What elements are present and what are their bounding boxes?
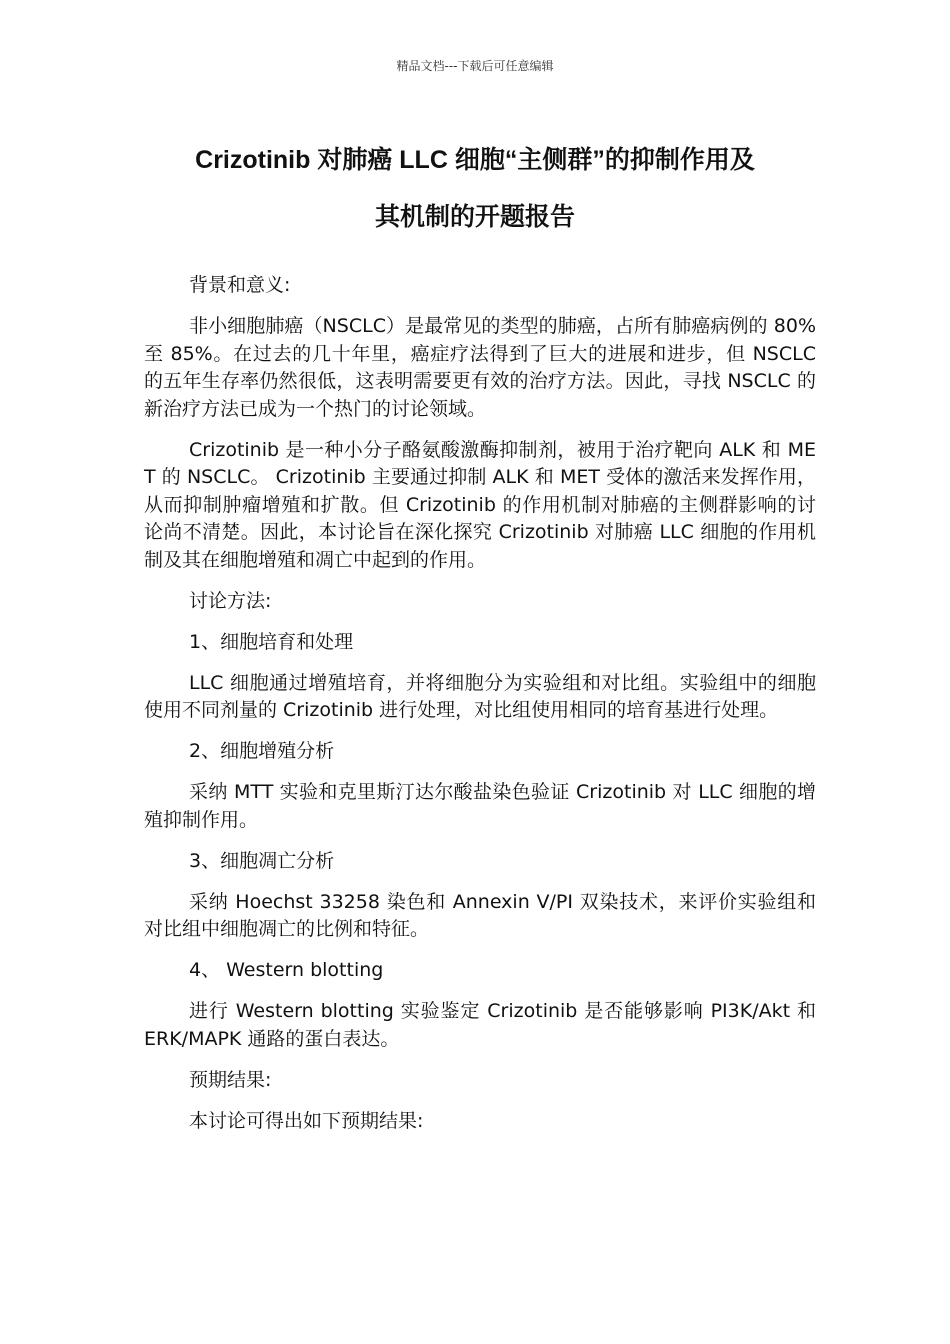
document-title [130, 132, 820, 246]
results-heading: 预期结果: [189, 1068, 272, 1091]
page-header-note: 精品文档---下载后可任意编辑 [396, 59, 554, 73]
background-paragraph-2: Crizotinib 是一种小分子酪氨酸激酶抑制剂，被用于治疗靶向 ALK 和 MET 的 NSCLC。 Crizotinib 主要通过抑制 ALK 和 MET 受体的激活来发挥作用，从而抑制肿瘤增殖和扩散。但 Crizotinib 的作用机制对肺癌的主侧群影响的讨论尚不清楚。因此，本讨论旨在深化探究 Crizotinib 对肺癌 LLC 细胞的作用机制及其在细胞增殖和凋亡中起到的作用。 [144, 438, 816, 571]
background-heading: 背景和意义: [189, 274, 291, 296]
method-3-text: 采纳 Hoechst 33258 染色和 Annexin V/PI 双染技术，来评价实验组和对比组中细胞凋亡的比例和特征。 [144, 890, 816, 940]
method-4-text: 进行 Western blotting 实验鉴定 Crizotinib 是否能够影响 PI3K/Akt 和 ERK/MAPK 通路的蛋白表达。 [144, 1000, 816, 1050]
method-2-text: 采纳 MTT 实验和克里斯汀达尔酸盐染色验证 Crizotinib 对 LLC 细胞的增殖抑制作用。 [144, 781, 816, 831]
method-3-title: 3、细胞凋亡分析 [189, 849, 335, 872]
title-line-1: Crizotinib 对肺癌 LLC 细胞“主侧群”的抑制作用及 [195, 146, 755, 174]
background-paragraph-1: 非小细胞肺癌（NSCLC）是最常见的类型的肺癌，占所有肺癌病例的 80%至 85%。在过去的几十年里，癌症疗法得到了巨大的进展和进步，但 NSCLC 的五年生存率仍然很低，这表明需要更有效的治疗方法。因此，寻找 NSCLC 的新治疗方法已成为一个热门的讨论领域。 [144, 315, 816, 420]
method-1-title: 1、细胞培育和处理 [189, 630, 354, 653]
methods-heading: 讨论方法: [189, 589, 272, 612]
method-2-title: 2、细胞增殖分析 [189, 740, 335, 762]
results-intro: 本讨论可得出如下预期结果: [189, 1109, 424, 1132]
document-body [144, 272, 816, 1149]
method-4-title: 4、 Western blotting [189, 959, 384, 981]
title-line-2: 其机制的开题报告 [374, 203, 575, 231]
method-1-text: LLC 细胞通过增殖培育，并将细胞分为实验组和对比组。实验组中的细胞使用不同剂量的 Crizotinib 进行处理，对比组使用相同的培育基进行处理。 [144, 671, 816, 721]
